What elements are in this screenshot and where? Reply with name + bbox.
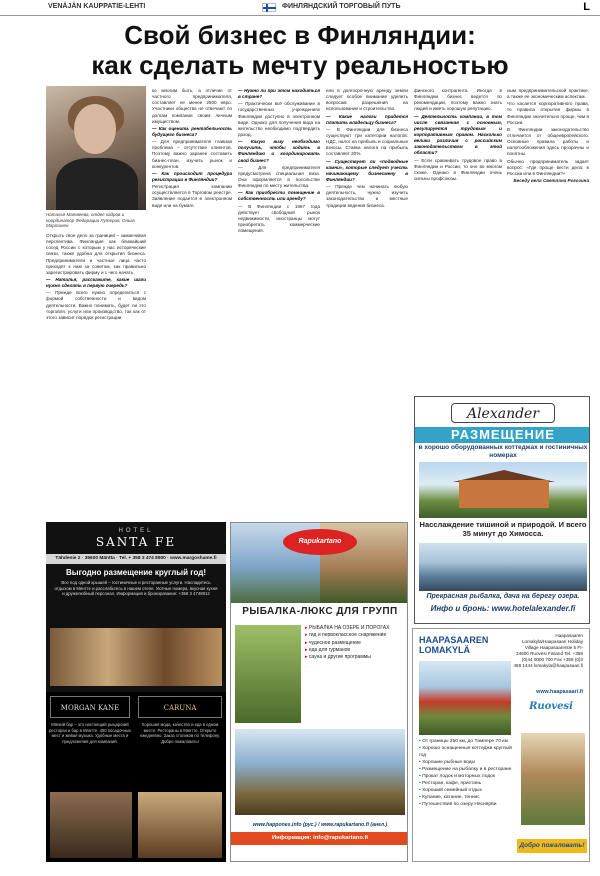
- haapasaari-brand-line-2: LOMAKYLÄ: [419, 645, 470, 655]
- article-paragraph: ко многим быть, а отличие от частного предпринимателя, составляет не менее 2500 евро. Участники общества не отвечают по долгам компании своим личным имуществом.: [152, 88, 232, 124]
- masthead: [0, 0, 600, 16]
- fishing-info-email[interactable]: Информация: info@rapukartano.fi: [231, 832, 408, 845]
- masthead-left-title: VENÄJÄN KAUPPATIE-LEHTI: [48, 3, 146, 10]
- list-item: ▸ сауна и другие программы: [305, 654, 405, 661]
- page-letter: L: [583, 1, 590, 13]
- article-paragraph: В Финляндии законодательство отличается от общеевропейского. Основные правила работы и налогообложения здесь прозрачны и понятны.: [507, 126, 589, 157]
- caruna-logo: CARUNA: [138, 696, 222, 718]
- article-question: — Нужно ли при этом находиться в стране?: [238, 88, 320, 100]
- list-item: • Хорошие рыбные воды: [419, 760, 517, 767]
- article-paragraph: — Для предпринимателя главная проблема – отсутствие клиентов. Поэтому важно заранее составить бизнес-план, изучить рынок и конкурентов.: [152, 139, 232, 169]
- santafe-text: Все под одной крышей – гостиничные и ресторанные услуги. Насладитесь отдыхом в Мянтте и расслабьтесь в нашем отеле. Уютные номера, вкусная кухня и дружелюбный персонал. Информация и бронирование: +358 3 4748912: [54, 580, 218, 597]
- article-column-4: [326, 88, 408, 517]
- author-signature: Беседу вела Светлана Рогозина: [513, 177, 589, 183]
- morgan-kane-text: Мягкий бар – это настоящий рыцарский ресторан и бар в Мянтте. 400 посадочных мест и живая музыка. Удобные места и предложения для компаний.: [48, 722, 132, 744]
- article-column-1: [46, 233, 146, 517]
- fishing-boat-photo: [235, 625, 301, 723]
- article-question: — Наталья, расскажите, какие шаги нужно сделать в первую очередь?: [46, 276, 146, 289]
- headline-line-2: как сделать мечту реальностью: [91, 50, 509, 80]
- list-item: ▸ РЫБАЛКА НА ОЗЕРЕ И ПОРОГАХ: [305, 625, 405, 632]
- alexander-footer-line-1: Прекрасная рыбалка, дача на берегу озера.: [426, 593, 580, 600]
- article-paragraph: — В Финляндии для бизнеса существуют три категории налогов: НДС, налог на прибыль и социальные взносы. Ставка налога на прибыль составляет 20%.: [326, 126, 408, 157]
- santafe-logo: SANTA FE: [95, 535, 177, 549]
- article-paragraph: Обычно предприниматель задает вопрос: «Где проще вести дела: в России или в Финляндии?»: [507, 158, 589, 176]
- article-paragraph: Открыть свое дело за границей – заманчивая перспектива. Финляндия как ближайший сосед России с которым у нас исторические связи, также удобна для открытия бизнеса. Предприниматели и частные лица часто приходят к нам за советом, как правильно зарегистрировать фирму и с чего начать.: [46, 233, 146, 275]
- haapasaari-website-link[interactable]: www.haapasaari.fi: [536, 689, 583, 695]
- alexander-cottage-photo: [419, 462, 587, 518]
- santafe-restaurants: [46, 692, 226, 862]
- alexander-middle-text: Насслаждение тишиной и природой. И всего 35 минут до Химосса.: [419, 520, 587, 538]
- masthead-right-title: ФИНЛЯНДСКИЙ ТОРГОВЫЙ ПУТЬ: [282, 3, 401, 10]
- article-question: — Как оценить рентабельность будущего бизнеса?: [152, 125, 232, 137]
- list-item: • Прокат лодок и моторных лодок: [419, 774, 517, 781]
- list-item: • Хорошо оснащенные коттеджи круглый год: [419, 746, 517, 760]
- alexander-banner: РАЗМЕЩЕНИЕ: [415, 427, 590, 443]
- alexander-footer-link[interactable]: Инфо и бронь: www.hotelalexander.fi: [430, 604, 576, 613]
- article-paragraph: или в долгосрочную аренду земли следует особое внимание уделить вопросам разрешения на использование и строительство.: [326, 88, 408, 112]
- santafe-rooms-photo: [50, 628, 222, 686]
- haapasaari-brand-line-1: HAAPASAAREN: [419, 635, 489, 645]
- haapasaari-address: Haapasaaren Lomakylä/Haapasaari Holiday Village Haapasaarentie 5 FI-34600 Ruovesi Finland Tel. +358 (0)44 0000 700 Fax +358 (0)3 488 1444 lomakyla@haapasaari.fi: [513, 633, 583, 668]
- haapasaari-cottage-photo: [419, 661, 511, 735]
- ad-hotel-santa-fe[interactable]: [46, 522, 226, 862]
- portrait-photo: [46, 86, 146, 210]
- article-question: — Как происходит процедура регистрации в Финляндии?: [152, 170, 232, 182]
- article-paragraph: ным предпринимательской практике, а также ее экономическим аспектам.: [507, 88, 589, 100]
- list-item: ▸ чудесное размещение: [305, 640, 405, 647]
- fishing-features-list: [305, 625, 405, 661]
- santafe-title: Выгодно размещение круглый год!: [65, 568, 206, 577]
- fishing-title: РЫБАЛКА-ЛЮКС ДЛЯ ГРУПП: [231, 605, 408, 619]
- article-column-3: [238, 88, 320, 517]
- article-column-6: [507, 88, 589, 388]
- haapasaari-features-list: [419, 739, 517, 809]
- article-column-5: [414, 88, 502, 388]
- morgan-kane-logo: MORGAN KANE: [50, 696, 130, 718]
- list-item: • Купание, катание, теннис: [419, 795, 517, 802]
- list-item: • Путешествия по озеру Нясиярви: [419, 802, 517, 809]
- article-paragraph: Регистрация компании осуществляется в Торговом реестре. Заявление подается в электронном виде или на бумаге.: [152, 184, 232, 208]
- haapasaari-nature-photo: [521, 733, 585, 825]
- list-item: ▸ еда для гурманов: [305, 647, 405, 654]
- list-item: • Размещение на рыбалку и в ресторане: [419, 767, 517, 774]
- article-paragraph: — Практически всё обслуживание в государственных учреждениях Финляндии доступно в электронном виде. Однако для получения вида на жительство необходимо подтвердить доход.: [238, 101, 320, 137]
- alexander-lake-photo: [419, 543, 587, 591]
- photo-caption: Наталья Матвеева, отдел кадров и координатор Федерации Лутерия, Ольга Мартинен: [46, 212, 135, 229]
- article-paragraph: — Если сравнивать трудовое право в Финляндии и России, то оно во многом схоже. Однако в Финляндии очень сильны профсоюзы.: [414, 157, 502, 181]
- ad-hotel-alexander[interactable]: [414, 396, 590, 624]
- finland-flag-icon: [262, 3, 276, 12]
- alexander-subtitle: в хорошо оборудованных коттеджах и гостиничных номерах: [418, 444, 588, 459]
- fishing-website-link[interactable]: www.happones.info (рус.) / www.rapukartano.fi (англ.): [252, 822, 388, 828]
- article-question: — Какие налоги придется платить владельцу бизнеса?: [326, 113, 408, 125]
- haapasaari-welcome-badge: Добро пожаловать!: [517, 839, 587, 853]
- fishing-lake-photo: [235, 729, 405, 815]
- article-column-2: [152, 88, 232, 517]
- list-item: • От границы 250 км, до Тампере 70 км: [419, 739, 517, 746]
- article-question: — Какую визу необходимо получить, чтобы ходить в Финляндию и координировать свой бизнес?: [238, 139, 320, 163]
- article-question: — Как приобрести помещение в собственность или аренду?: [238, 190, 320, 202]
- ruovesi-logo: Ruovesi: [529, 701, 573, 712]
- list-item: ▸ гид и первоклассное снаряжение: [305, 632, 405, 639]
- ad-haapasaari[interactable]: [412, 628, 590, 862]
- article-paragraph: финского контрагента. Иногда в Финляндии бизнес ведется по рекомендации, поэтому важно знать людей и иметь хорошую репутацию.: [414, 88, 502, 112]
- list-item: • Хороший семейный отдых: [419, 788, 517, 795]
- alexander-logo: Alexander: [451, 403, 555, 423]
- santafe-address: Tähdenie 2 · 35600 Mäntta · Tel. + 358 3 474 8900 · www.margoshame.fi: [46, 554, 226, 564]
- morgan-kane-photo: [50, 792, 132, 858]
- article-paragraph: Что касается корпоративного права, то правила открытия фирмы в Финляндии значительно проще, чем в России.: [507, 101, 589, 125]
- article-question: — Деятельность компании, в том числе связанная с основным, регулируется трудовым и корпоративным правом. Насколько велики различия с российским законодательством в этой области?: [414, 113, 502, 156]
- santafe-hotel-label: HOTEL: [118, 528, 154, 534]
- list-item: • Ресторан, кафе, пристань: [419, 781, 517, 788]
- headline-line-1: Свой бизнес в Финляндии:: [124, 20, 476, 50]
- ad-fishing-lux[interactable]: [230, 522, 408, 862]
- article-paragraph: — Прежде чем начинать любую деятельность, нужно изучить законодательство и местные традиции ведения бизнеса.: [326, 184, 408, 208]
- caruna-photo: [138, 792, 222, 858]
- rapukartano-logo: Rapukartano: [283, 529, 357, 555]
- article-paragraph: — Прежде всего нужно определиться с формой собственности и видом деятельности. Важно понимать, будет ли это торговля, услуги или производство, так как от этого зависит порядок регистрации.: [46, 290, 146, 320]
- article-paragraph: — В Финляндии с 1997 года действует свободный рынок недвижимости, иностранцы могут приобретать коммерческие помещения.: [238, 203, 320, 234]
- article-question: — Существует ли «подводные камни», которые следует учесть начинающему бизнесмену в Финляндии?: [326, 158, 408, 182]
- caruna-text: Хорошая мода, качество и еда в одном месте. Рестораны в Мянтте. Открыто ежедневно. Заказ столиков по телефону. Добро пожаловать!: [140, 722, 220, 744]
- article-paragraph: — Для предпринимателя предусмотрена специальная виза. Она оформляется в посольстве Финляндии по месту жительства.: [238, 164, 320, 189]
